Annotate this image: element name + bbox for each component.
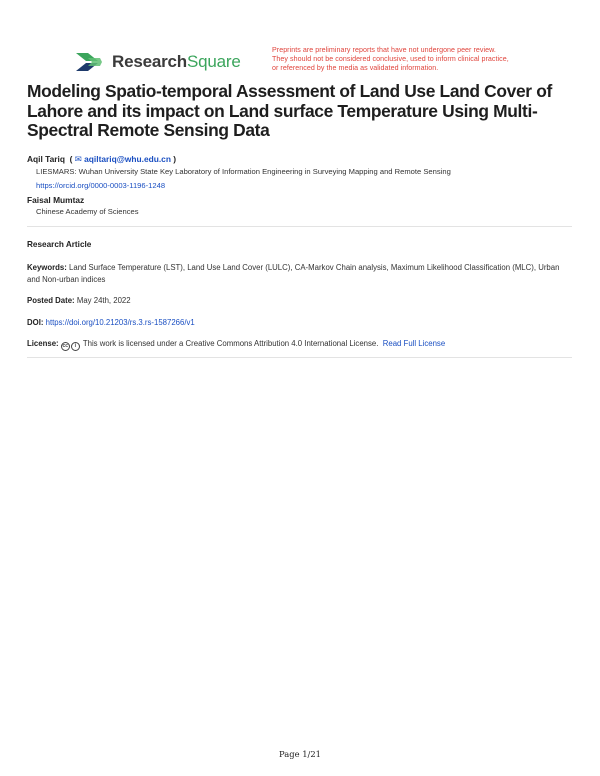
- author-1: [27, 154, 176, 164]
- author-2-name: Faisal Mumtaz: [27, 195, 85, 205]
- posted-date-value: May 24th, 2022: [76, 296, 131, 305]
- page-number: Page 1/21: [278, 749, 322, 759]
- posted-date: [27, 295, 572, 307]
- research-square-logo[interactable]: [74, 48, 241, 76]
- read-full-license-link[interactable]: Read Full License: [382, 339, 446, 348]
- license: [27, 338, 572, 351]
- author-1-email-wrapper: ( ✉ aqiltariq@whu.edu.cn ): [67, 154, 177, 164]
- divider: [27, 226, 572, 227]
- keywords: [27, 262, 572, 286]
- license-label: License:: [27, 339, 59, 348]
- disclaimer-line: Preprints are preliminary reports that have not undergone peer review.: [272, 46, 496, 54]
- doi-link[interactable]: https://doi.org/10.21203/rs.3.rs-1587266/v1: [45, 318, 195, 327]
- article-type: Research Article: [27, 240, 92, 249]
- author-1-orcid-link[interactable]: https://orcid.org/0000-0003-1196-1248: [36, 181, 166, 190]
- envelope-icon: ✉: [74, 154, 82, 164]
- doi: [27, 317, 572, 329]
- disclaimer-line: or referenced by the media as validated information.: [272, 64, 439, 73]
- research-square-logo-mark-icon: [74, 49, 104, 75]
- keywords-value: Land Surface Temperature (LST), Land Use Land Cover (LULC), CA-Markov Chain analysis, Maximum Likelihood Classification (MLC), Urban and Non-urban indices: [27, 263, 560, 284]
- logo-wordmark: ResearchSquare: [112, 52, 241, 71]
- posted-date-label: Posted Date:: [27, 296, 75, 305]
- author-1-affiliation: LIESMARS: Wuhan University State Key Laboratory of Information Engineering in Surveying Mapping and Remote Sensing: [36, 167, 451, 176]
- keywords-label: Keywords:: [27, 263, 67, 272]
- author-1-email-link[interactable]: ✉ aqiltariq@whu.edu.cn: [74, 154, 171, 164]
- divider: [27, 357, 572, 358]
- license-text: This work is licensed under a Creative Commons Attribution 4.0 International License.: [82, 339, 379, 348]
- author-2-affiliation: Chinese Academy of Sciences: [36, 207, 139, 216]
- disclaimer-line: They should not be considered conclusive, used to inform clinical practice,: [272, 55, 509, 64]
- paper-title: Modeling Spatio-temporal Assessment of Land Use Land Cover of Lahore and its impact on Land surface Temperature Using Multi-Spectral Remote Sensing Data: [27, 81, 552, 140]
- attribution-icon: i: [71, 342, 80, 351]
- creative-commons-icon: cc: [62, 343, 69, 349]
- preprint-disclaimer: [272, 46, 542, 74]
- doi-label: DOI:: [27, 318, 44, 327]
- author-1-name: Aqil Tariq: [27, 154, 65, 164]
